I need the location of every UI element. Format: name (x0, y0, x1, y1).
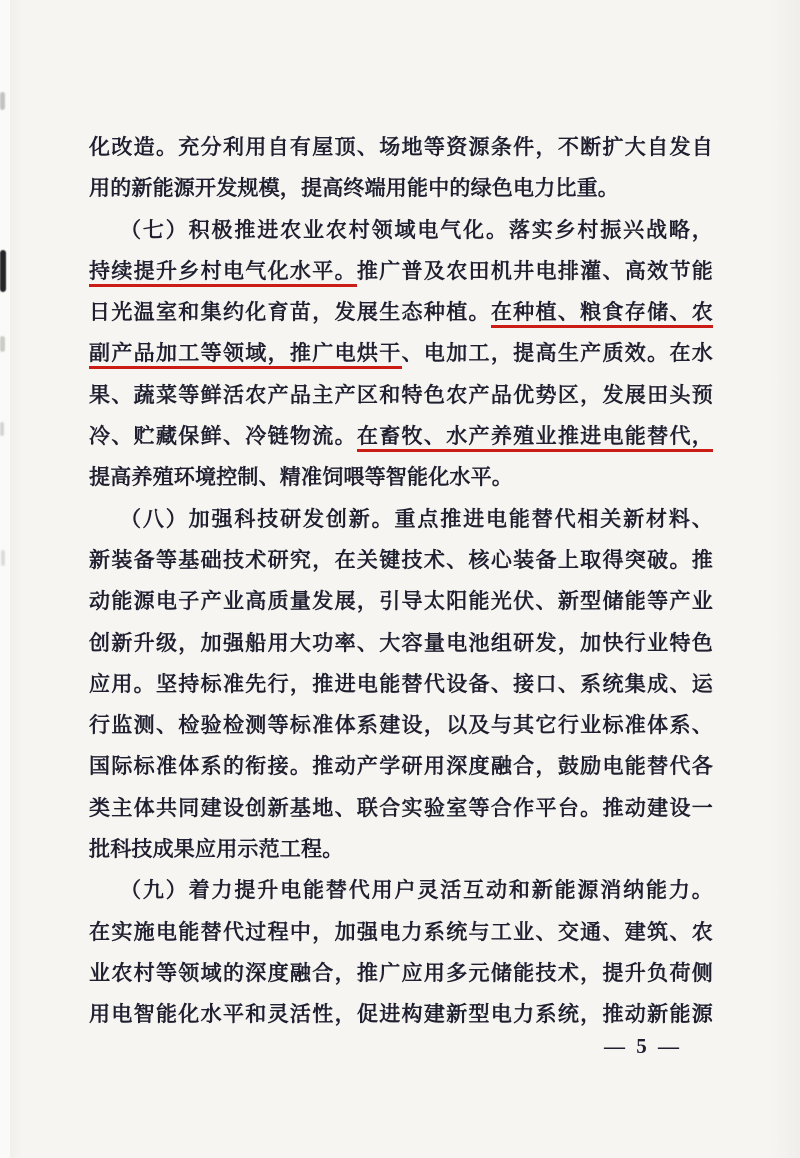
text-segment: 创新升级，加强船用大功率、大容量电池组研发，加快行业特色 (89, 630, 713, 655)
text-line (89, 457, 713, 498)
text-line (89, 994, 713, 1035)
text-line (89, 912, 713, 953)
underlined-text: 持续提升乡村电气化水平。 (89, 259, 357, 287)
scan-artifact (0, 422, 4, 436)
text-line (89, 540, 713, 581)
text-segment: 化改造。充分利用自有屋顶、场地等资源条件，不断扩大自发自 (89, 135, 713, 159)
text-segment: 业农村等领域的深度融合，推广应用多元储能技术，提升负荷侧 (89, 960, 713, 985)
text-line (89, 251, 713, 292)
text-segment: 国际标准体系的衔接。推动产学研用深度融合，鼓励电能替代各 (89, 754, 713, 779)
text-segment: 果、蔬菜等鲜活农产品主产区和特色农产品优势区，发展田头预 (89, 382, 713, 407)
text-line (89, 829, 713, 870)
scan-artifact (1, 550, 5, 566)
underlined-text: 副产品加工等领域，推广电烘干 (89, 341, 402, 369)
text-line (89, 210, 713, 251)
text-segment: 动能源电子产业高质量发展，引导太阳能光伏、新型储能等产业 (89, 589, 713, 614)
text-line (89, 333, 713, 374)
text-segment: 批科技成果应用示范工程。 (89, 837, 344, 862)
text-segment: 在实施电能替代过程中，加强电力系统与工业、交通、建筑、农 (89, 919, 713, 944)
underlined-text: 在畜牧、水产养殖业推进电能替代， (357, 424, 713, 452)
text-segment: （八）加强科技研发创新。重点推进电能替代相关新材料、 (120, 506, 713, 531)
text-line (89, 953, 713, 994)
text-line (89, 705, 713, 746)
text-line (89, 292, 713, 333)
underlined-text: 在种植、粮食存储、农 (491, 300, 713, 328)
text-segment: 应用。坚持标准先行，推进电能替代设备、接口、系统集成、运 (89, 671, 713, 696)
text-line (89, 499, 713, 540)
text-segment: （七）积极推进农业农村领域电气化。落实乡村振兴战略， (120, 217, 713, 242)
text-segment: 用电智能化水平和灵活性，促进构建新型电力系统，推动新能源 (89, 1002, 713, 1027)
text-line (89, 416, 713, 457)
text-segment: 、电加工，提高生产质效。在水 (401, 341, 713, 366)
body-text (89, 127, 713, 1036)
text-segment: 日光温室和集约化育苗，发展生态种植。 (89, 300, 491, 325)
scan-artifact (0, 336, 5, 352)
text-segment: 类主体共同建设创新基地、联合实验室等合作平台。推动建设一 (89, 795, 713, 820)
text-line (89, 788, 713, 829)
text-line (89, 375, 713, 416)
text-line (89, 746, 713, 787)
text-segment: 新装备等基础技术研究，在关键技术、核心装备上取得突破。推 (89, 547, 713, 572)
scan-artifact (0, 250, 6, 292)
page-number: — 5 — (604, 1034, 682, 1058)
text-segment: 用的新能源开发规模，提高终端用能中的绿色电力比重。 (89, 176, 619, 201)
text-line (89, 581, 713, 622)
text-segment: 提高养殖环境控制、精准饲喂等智能化水平。 (89, 465, 513, 490)
text-segment: 推广普及农田机井电排灌、高效节能 (356, 258, 713, 283)
text-segment: 行监测、检验检测等标准体系建设，以及与其它行业标准体系、 (89, 713, 713, 738)
scan-artifact (0, 92, 5, 110)
text-segment: 冷、贮藏保鲜、冷链物流。 (89, 424, 357, 449)
scan-edge-strip (0, 0, 10, 1158)
text-segment: （九）着力提升电能替代用户灵活互动和新能源消纳能力。 (120, 878, 713, 903)
text-line (89, 664, 713, 705)
text-line (89, 127, 713, 168)
text-line (89, 870, 713, 911)
text-line (89, 168, 713, 209)
text-line (89, 623, 713, 664)
